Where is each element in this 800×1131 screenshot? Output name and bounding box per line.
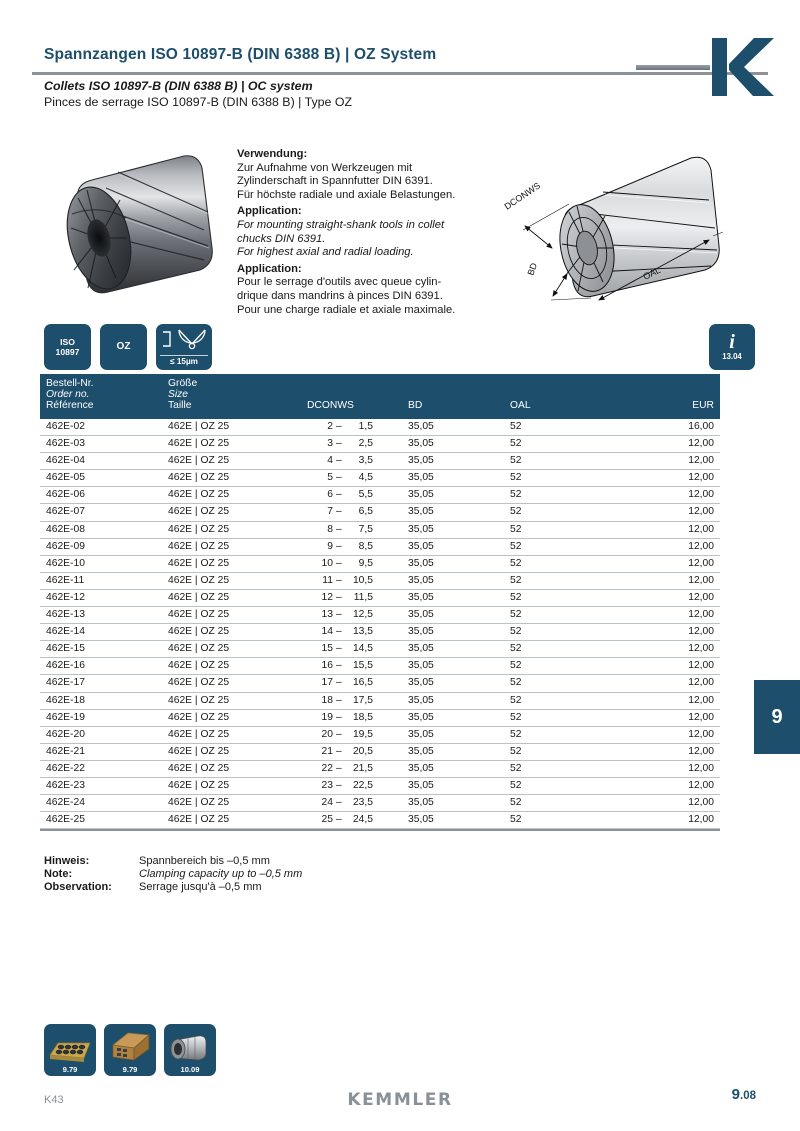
- cell-ref: 462E-08: [46, 523, 85, 535]
- cell-eur: 12,00: [688, 797, 714, 809]
- cell-dconws-min: 13: [321, 609, 333, 621]
- cell-ref: 462E-15: [46, 643, 85, 655]
- table-row[interactable]: [40, 675, 720, 692]
- cell-eur: 12,00: [688, 814, 714, 826]
- runout-tolerance-badge: [156, 324, 212, 370]
- cell-bd: 35,05: [408, 626, 434, 638]
- cell-bd: 35,05: [408, 814, 434, 826]
- cell-dconws-dash: –: [336, 745, 342, 757]
- iso-standard-badge: [44, 324, 91, 370]
- description-de-line3: Für höchste radiale und axiale Belastungen.: [237, 188, 456, 201]
- table-row[interactable]: [40, 504, 720, 521]
- cell-ref: 462E-23: [46, 779, 85, 791]
- cell-dconws-dash: –: [336, 711, 342, 723]
- chapter-tab[interactable]: 9: [754, 680, 800, 754]
- cell-size: 462E | OZ 25: [168, 506, 230, 518]
- cell-oal: 52: [510, 814, 522, 826]
- header-eur: EUR: [692, 400, 714, 411]
- cell-ref: 462E-14: [46, 626, 85, 638]
- cell-dconws-min: 12: [321, 591, 333, 603]
- header-oal: OAL: [510, 400, 531, 411]
- table-row[interactable]: [40, 624, 720, 641]
- cell-dconws-max: 18,5: [352, 711, 373, 723]
- header-divider: [32, 72, 768, 75]
- description-block-de: [237, 148, 499, 202]
- thumbnail-wooden-case[interactable]: [104, 1024, 156, 1076]
- cell-dconws-dash: –: [336, 728, 342, 740]
- cell-dconws-min: 10: [321, 557, 333, 569]
- description-fr-line2: drique dans mandrins à pinces DIN 6391.: [237, 289, 443, 302]
- page-subtitle-fr: Pinces de serrage ISO 10897-B (DIN 6388 B) | Type OZ: [44, 95, 353, 109]
- collet-dimension-drawing: [495, 148, 753, 313]
- cell-size: 462E | OZ 25: [168, 609, 230, 621]
- description-en-line3: For highest axial and radial loading.: [237, 246, 414, 259]
- cell-dconws-dash: –: [336, 540, 342, 552]
- cell-oal: 52: [510, 643, 522, 655]
- related-products-thumbnails: [44, 1024, 216, 1076]
- cell-ref: 462E-13: [46, 609, 85, 621]
- cell-eur: 12,00: [688, 609, 714, 621]
- description-en-line2: chucks DIN 6391.: [237, 232, 326, 245]
- cell-oal: 52: [510, 455, 522, 467]
- cell-oal: 52: [510, 421, 522, 432]
- cell-oal: 52: [510, 745, 522, 757]
- thumbnail-collet-set-tray[interactable]: [44, 1024, 96, 1076]
- cell-size: 462E | OZ 25: [168, 438, 230, 450]
- table-row[interactable]: [40, 487, 720, 504]
- drawing-label-bd: BD: [525, 261, 540, 277]
- table-row[interactable]: [40, 419, 720, 436]
- description-en-line1: For mounting straight-shank tools in collet: [237, 218, 445, 231]
- cell-oal: 52: [510, 728, 522, 740]
- cell-size: 462E | OZ 25: [168, 711, 230, 723]
- cell-dconws-max: 20,5: [352, 745, 373, 757]
- cell-dconws-dash: –: [336, 660, 342, 672]
- table-row[interactable]: [40, 436, 720, 453]
- info-page-reference: 13.04: [722, 352, 742, 361]
- cell-dconws-min: 3: [327, 438, 333, 450]
- cell-eur: 12,00: [688, 711, 714, 723]
- cell-dconws-max: 22,5: [352, 779, 373, 791]
- cell-ref: 462E-09: [46, 540, 85, 552]
- cell-oal: 52: [510, 489, 522, 501]
- cell-eur: 12,00: [688, 728, 714, 740]
- cell-dconws-max: 13,5: [352, 626, 373, 638]
- thumbnail-page-ref: 10.09: [180, 1065, 200, 1074]
- cell-ref: 462E-12: [46, 591, 85, 603]
- cell-ref: 462E-05: [46, 472, 85, 484]
- note-row-de: [44, 855, 302, 868]
- cell-size: 462E | OZ 25: [168, 557, 230, 569]
- cell-dconws-max: 10,5: [352, 574, 373, 586]
- cell-dconws-dash: –: [336, 472, 342, 484]
- cell-bd: 35,05: [408, 540, 434, 552]
- note-value-de: Spannbereich bis –0,5 mm: [139, 855, 270, 867]
- cell-ref: 462E-25: [46, 814, 85, 826]
- cell-oal: 52: [510, 506, 522, 518]
- table-row[interactable]: [40, 590, 720, 607]
- cell-dconws-max: 7,5: [358, 523, 373, 535]
- cell-ref: 462E-03: [46, 438, 85, 450]
- cell-dconws-max: 1,5: [358, 421, 373, 432]
- cell-oal: 52: [510, 797, 522, 809]
- cell-dconws-dash: –: [336, 523, 342, 535]
- cell-bd: 35,05: [408, 591, 434, 603]
- cell-oal: 52: [510, 609, 522, 621]
- cell-eur: 12,00: [688, 677, 714, 689]
- cell-eur: 12,00: [688, 489, 714, 501]
- thumbnail-page-ref: 9.79: [62, 1065, 78, 1074]
- cell-oal: 52: [510, 660, 522, 672]
- cell-dconws-min: 17: [321, 677, 333, 689]
- table-bottom-rule: [40, 829, 720, 831]
- cell-dconws-min: 9: [327, 540, 333, 552]
- cell-size: 462E | OZ 25: [168, 455, 230, 467]
- cell-eur: 16,00: [688, 421, 714, 432]
- cell-dconws-max: 9,5: [358, 557, 373, 569]
- runout-measure-icon: [157, 326, 211, 354]
- cell-dconws-max: 17,5: [352, 694, 373, 706]
- description-block-en: [237, 205, 499, 259]
- cell-oal: 52: [510, 557, 522, 569]
- cell-dconws-dash: –: [336, 762, 342, 774]
- cell-bd: 35,05: [408, 421, 434, 432]
- header-ref-en: Order no.: [46, 389, 90, 400]
- cell-bd: 35,05: [408, 609, 434, 621]
- cell-size: 462E | OZ 25: [168, 779, 230, 791]
- header-size-en: Size: [168, 389, 189, 400]
- header-size-fr: Taille: [168, 400, 192, 411]
- cell-dconws-dash: –: [336, 797, 342, 809]
- cell-ref: 462E-16: [46, 660, 85, 672]
- cell-dconws-dash: –: [336, 814, 342, 826]
- cell-oal: 52: [510, 591, 522, 603]
- footer-code: K43: [44, 1094, 64, 1106]
- table-row[interactable]: [40, 573, 720, 590]
- cell-eur: 12,00: [688, 472, 714, 484]
- cell-oal: 52: [510, 523, 522, 535]
- footer-page-minor: .08: [740, 1090, 756, 1102]
- note-label-fr: Observation:: [44, 881, 112, 894]
- cell-eur: 12,00: [688, 762, 714, 774]
- cell-oal: 52: [510, 762, 522, 774]
- cell-dconws-dash: –: [336, 438, 342, 450]
- page-subtitle-en: Collets ISO 10897-B (DIN 6388 B) | OC system: [44, 79, 313, 93]
- note-value-fr: Serrage jusqu'à –0,5 mm: [139, 881, 262, 894]
- cell-eur: 12,00: [688, 523, 714, 535]
- cell-dconws-max: 4,5: [358, 472, 373, 484]
- cell-ref: 462E-19: [46, 711, 85, 723]
- cell-dconws-min: 2: [327, 421, 333, 432]
- table-row[interactable]: [40, 778, 720, 795]
- table-row[interactable]: [40, 795, 720, 812]
- cell-size: 462E | OZ 25: [168, 421, 230, 432]
- description-fr-line1: Pour le serrage d'outils avec queue cylin-: [237, 276, 442, 289]
- cell-bd: 35,05: [408, 779, 434, 791]
- cell-dconws-max: 21,5: [352, 762, 373, 774]
- drawing-label-dconws: DCONWS: [502, 180, 543, 212]
- cell-ref: 462E-18: [46, 694, 85, 706]
- cell-eur: 12,00: [688, 557, 714, 569]
- wooden-case-icon: [104, 1025, 156, 1069]
- cell-oal: 52: [510, 677, 522, 689]
- cell-dconws-min: 8: [327, 523, 333, 535]
- cell-oal: 52: [510, 574, 522, 586]
- info-reference-badge[interactable]: [709, 324, 755, 370]
- cell-size: 462E | OZ 25: [168, 745, 230, 757]
- cell-oal: 52: [510, 472, 522, 484]
- cell-ref: 462E-10: [46, 557, 85, 569]
- note-value-en: Clamping capacity up to –0,5 mm: [139, 868, 303, 881]
- cell-eur: 12,00: [688, 438, 714, 450]
- product-table: [40, 374, 720, 831]
- header-ref-fr: Référence: [46, 400, 94, 411]
- cell-bd: 35,05: [408, 745, 434, 757]
- cell-dconws-min: 5: [327, 472, 333, 484]
- thumbnail-clamping-nut[interactable]: [164, 1024, 216, 1076]
- cell-eur: 12,00: [688, 643, 714, 655]
- cell-dconws-dash: –: [336, 591, 342, 603]
- cell-dconws-max: 3,5: [358, 455, 373, 467]
- cell-dconws-dash: –: [336, 609, 342, 621]
- cell-dconws-min: 11: [322, 574, 333, 586]
- cell-eur: 12,00: [688, 694, 714, 706]
- cell-oal: 52: [510, 540, 522, 552]
- cell-bd: 35,05: [408, 711, 434, 723]
- cell-size: 462E | OZ 25: [168, 523, 230, 535]
- cell-ref: 462E-04: [46, 455, 85, 467]
- cell-bd: 35,05: [408, 574, 434, 586]
- description-label-en: Application:: [237, 205, 302, 218]
- cell-dconws-dash: –: [336, 455, 342, 467]
- cell-eur: 12,00: [688, 506, 714, 518]
- note-row-fr: [44, 881, 302, 894]
- cell-bd: 35,05: [408, 472, 434, 484]
- cell-dconws-max: 8,5: [358, 540, 373, 552]
- cell-oal: 52: [510, 711, 522, 723]
- cell-dconws-min: 24: [321, 797, 333, 809]
- description-label-de: Verwendung:: [237, 148, 308, 160]
- logo-bar: [636, 65, 710, 70]
- cell-size: 462E | OZ 25: [168, 591, 230, 603]
- cell-dconws-dash: –: [336, 626, 342, 638]
- thumbnail-page-ref: 9.79: [122, 1065, 138, 1074]
- cell-size: 462E | OZ 25: [168, 677, 230, 689]
- cell-dconws-dash: –: [336, 421, 342, 432]
- cell-dconws-max: 19,5: [352, 728, 373, 740]
- cell-dconws-max: 15,5: [352, 660, 373, 672]
- table-header-row: [40, 374, 720, 419]
- cell-oal: 52: [510, 626, 522, 638]
- cell-size: 462E | OZ 25: [168, 574, 230, 586]
- cell-dconws-min: 22: [321, 762, 333, 774]
- header-dconws: DCONWS: [307, 400, 354, 411]
- cell-eur: 12,00: [688, 540, 714, 552]
- cell-dconws-dash: –: [336, 506, 342, 518]
- cell-eur: 12,00: [688, 455, 714, 467]
- cell-size: 462E | OZ 25: [168, 643, 230, 655]
- collet-set-tray-icon: [44, 1025, 96, 1069]
- cell-oal: 52: [510, 694, 522, 706]
- cell-eur: 12,00: [688, 779, 714, 791]
- cell-size: 462E | OZ 25: [168, 660, 230, 672]
- cell-bd: 35,05: [408, 523, 434, 535]
- cell-dconws-min: 25: [321, 814, 333, 826]
- cell-size: 462E | OZ 25: [168, 728, 230, 740]
- cell-dconws-min: 23: [321, 779, 333, 791]
- cell-dconws-max: 12,5: [352, 609, 373, 621]
- cell-dconws-min: 14: [321, 626, 333, 638]
- cell-bd: 35,05: [408, 557, 434, 569]
- table-row[interactable]: [40, 607, 720, 624]
- cell-dconws-dash: –: [336, 574, 342, 586]
- kemmler-k-logo: [698, 34, 782, 100]
- cell-ref: 462E-21: [46, 745, 85, 757]
- cell-bd: 35,05: [408, 728, 434, 740]
- table-row[interactable]: [40, 556, 720, 573]
- description-block-fr: [237, 263, 499, 317]
- cell-bd: 35,05: [408, 455, 434, 467]
- cell-dconws-max: 24,5: [352, 814, 373, 826]
- cell-size: 462E | OZ 25: [168, 797, 230, 809]
- header-size-de: Größe: [168, 378, 198, 389]
- description-label-fr: Application:: [237, 262, 302, 275]
- description-de-line2: Zylinderschaft in Spannfutter DIN 6391.: [237, 175, 433, 188]
- cell-dconws-min: 4: [327, 455, 333, 467]
- cell-ref: 462E-07: [46, 506, 85, 518]
- header-bd: BD: [408, 400, 423, 411]
- cell-bd: 35,05: [408, 660, 434, 672]
- cell-dconws-max: 14,5: [352, 643, 373, 655]
- drawing-label-oal: OAL: [641, 264, 663, 282]
- cell-ref: 462E-02: [46, 421, 85, 432]
- description-de-line1: Zur Aufnahme von Werkzeugen mit: [237, 161, 413, 174]
- cell-dconws-max: 23,5: [352, 797, 373, 809]
- table-row[interactable]: [40, 744, 720, 761]
- cell-dconws-max: 2,5: [358, 438, 373, 450]
- cell-bd: 35,05: [408, 438, 434, 450]
- header-ref-de: Bestell-Nr.: [46, 378, 94, 389]
- cell-bd: 35,05: [408, 643, 434, 655]
- table-row[interactable]: [40, 710, 720, 727]
- cell-bd: 35,05: [408, 694, 434, 706]
- cell-ref: 462E-24: [46, 797, 85, 809]
- cell-dconws-max: 6,5: [358, 506, 373, 518]
- cell-bd: 35,05: [408, 506, 434, 518]
- table-row[interactable]: [40, 761, 720, 778]
- info-icon: i: [729, 331, 735, 353]
- cell-oal: 52: [510, 779, 522, 791]
- page-title: Spannzangen ISO 10897-B (DIN 6388 B) | OZ System: [44, 46, 437, 63]
- table-row[interactable]: [40, 453, 720, 470]
- cell-bd: 35,05: [408, 797, 434, 809]
- cell-ref: 462E-22: [46, 762, 85, 774]
- cell-eur: 12,00: [688, 591, 714, 603]
- note-row-en: [44, 868, 302, 881]
- table-row[interactable]: [40, 727, 720, 744]
- cell-dconws-min: 16: [321, 660, 333, 672]
- cell-size: 462E | OZ 25: [168, 540, 230, 552]
- standards-badge-group: [44, 324, 212, 370]
- cell-size: 462E | OZ 25: [168, 694, 230, 706]
- table-row[interactable]: [40, 522, 720, 539]
- cell-bd: 35,05: [408, 489, 434, 501]
- cell-dconws-max: 5,5: [358, 489, 373, 501]
- cell-dconws-max: 16,5: [352, 677, 373, 689]
- footer-page-number: [732, 1086, 756, 1104]
- table-row[interactable]: [40, 470, 720, 487]
- cell-eur: 12,00: [688, 626, 714, 638]
- cell-ref: 462E-11: [46, 574, 85, 586]
- cell-dconws-dash: –: [336, 677, 342, 689]
- table-row[interactable]: [40, 693, 720, 710]
- cell-dconws-dash: –: [336, 489, 342, 501]
- cell-dconws-min: 19: [321, 711, 333, 723]
- cell-ref: 462E-06: [46, 489, 85, 501]
- cell-eur: 12,00: [688, 745, 714, 757]
- cell-dconws-min: 20: [321, 728, 333, 740]
- cell-dconws-dash: –: [336, 643, 342, 655]
- footer-brand: KEMMLER: [347, 1090, 453, 1110]
- cell-dconws-min: 18: [321, 694, 333, 706]
- cell-dconws-dash: –: [336, 694, 342, 706]
- cell-size: 462E | OZ 25: [168, 626, 230, 638]
- cell-size: 462E | OZ 25: [168, 814, 230, 826]
- clamping-nut-icon: [164, 1025, 216, 1069]
- clamping-note: [44, 855, 302, 895]
- cell-bd: 35,05: [408, 677, 434, 689]
- oz-badge-label: OZ: [116, 341, 131, 352]
- cell-dconws-max: 11,5: [353, 591, 373, 603]
- cell-ref: 462E-17: [46, 677, 85, 689]
- cell-oal: 52: [510, 438, 522, 450]
- cell-eur: 12,00: [688, 574, 714, 586]
- cell-dconws-min: 15: [321, 643, 333, 655]
- cell-dconws-min: 21: [321, 745, 333, 757]
- cell-dconws-min: 6: [327, 489, 333, 501]
- tolerance-value: ≤ 15µm: [170, 357, 198, 366]
- collet-product-photo: [32, 142, 228, 300]
- cell-ref: 462E-20: [46, 728, 85, 740]
- cell-size: 462E | OZ 25: [168, 472, 230, 484]
- iso-badge-line2: 10897: [55, 347, 80, 357]
- oz-type-badge: [100, 324, 147, 370]
- table-row[interactable]: [40, 812, 720, 829]
- cell-dconws-dash: –: [336, 779, 342, 791]
- table-body: [40, 419, 720, 829]
- cell-dconws-dash: –: [336, 557, 342, 569]
- footer-page-major: 9: [731, 1086, 740, 1103]
- iso-badge-line1: ISO: [60, 337, 75, 347]
- note-label-de: Hinweis:: [44, 855, 90, 867]
- cell-size: 462E | OZ 25: [168, 489, 230, 501]
- cell-size: 462E | OZ 25: [168, 762, 230, 774]
- note-label-en: Note:: [44, 868, 73, 881]
- cell-dconws-min: 7: [327, 506, 333, 518]
- tolerance-divider: [160, 355, 208, 356]
- cell-bd: 35,05: [408, 762, 434, 774]
- application-description: [237, 148, 499, 320]
- table-row[interactable]: [40, 539, 720, 556]
- table-row[interactable]: [40, 658, 720, 675]
- cell-eur: 12,00: [688, 660, 714, 672]
- table-row[interactable]: [40, 641, 720, 658]
- description-fr-line3: Pour une charge radiale et axiale maximale.: [237, 303, 456, 316]
